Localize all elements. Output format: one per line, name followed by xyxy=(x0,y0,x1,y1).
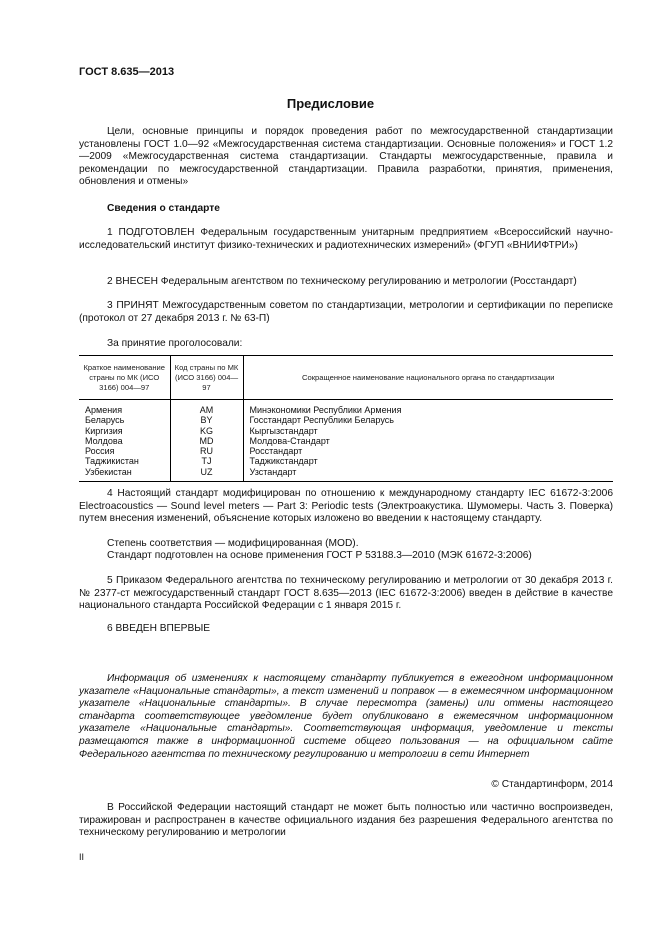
votes-label: За принятие проголосовали: xyxy=(107,338,243,349)
code-cell: AM xyxy=(170,400,243,416)
table-row xyxy=(79,467,613,482)
item-4-modified: 4 Настоящий стандарт модифицирован по отношению к международному стандарту IEC 61672-3:2006 Electroacoustics — Sound level meters — Part 3: Periodic tests (Электроакустика. Шумомеры. Часть 3. Поверка) путем внесения изменений, объяснение которых изложено во введении к настоящему стандарту. xyxy=(79,488,613,525)
table-row xyxy=(79,415,613,425)
code-cell: BY xyxy=(170,415,243,425)
info-heading: Сведения о стандарте xyxy=(107,203,220,214)
body-cell: Узстандарт xyxy=(243,467,613,482)
column-header-country: Краткое наименование страны по МК (ИСО 3166) 004—97 xyxy=(79,356,170,400)
country-cell: Россия xyxy=(85,446,115,457)
item-4-basis: Стандарт подготовлен на основе применения ГОСТ Р 53188.3—2010 (МЭК 61672-3:2006) xyxy=(107,550,532,561)
page-number: II xyxy=(79,852,85,862)
item-1-prepared: 1 ПОДГОТОВЛЕН Федеральным государственным унитарным предприятием «Всероссийский научно-исследовательский институт физико-технических и радиотехнических измерений» (ФГУП «ВНИИФТРИ») xyxy=(79,227,613,251)
column-header-code: Код страны по МК (ИСО 3166) 004—97 xyxy=(170,356,243,400)
item-5-order: 5 Приказом Федерального агентства по техническому регулированию и метрологии от 30 декабря 2013 г. № 2377-ст межгосударственный стандарт ГОСТ 8.635—2013 (IEC 61672-3:2006) введен в действие в качестве национального стандарта Российской Федерации с 1 января 2015 г. xyxy=(79,575,613,612)
body-cell: Росстандарт xyxy=(243,446,613,456)
table-row xyxy=(79,446,613,456)
page-title: Предисловие xyxy=(286,96,375,111)
code-cell: TJ xyxy=(170,456,243,466)
code-cell: KG xyxy=(170,426,243,436)
item-6-introduced: 6 ВВЕДЕН ВПЕРВЫЕ xyxy=(107,623,211,634)
standard-code-header: ГОСТ 8.635—2013 xyxy=(79,66,175,78)
changes-info-notice: Информация об изменениях к настоящему стандарту публикуется в ежегодном информационном указателе «Национальные стандарты», а текст изменений и поправок — в ежемесячном информационном указателе «Национальные стандарты». В случае пересмотра (замены) или отмены настоящего стандарта соответствующее уведомление будет опубликовано в ежемесячном информационном указателе «Национальные стандарты». Соответствующая информация, уведомление и тексты размещаются также в информационной системе общего пользования — на официальном сайте Федерального агентства по техническому регулированию и метрологии в сети Интернет xyxy=(79,673,613,760)
copyright-notice: © Стандартинформ, 2014 xyxy=(491,779,613,790)
item-3-adopted: 3 ПРИНЯТ Межгосударственным советом по стандартизации, метрологии и сертификации по переписке (протокол от 27 декабря 2013 г. № 63-П) xyxy=(79,300,613,324)
body-cell: Кыргызстандарт xyxy=(243,426,613,436)
country-cell: Армения xyxy=(85,405,123,415)
item-4-degree: Степень соответствия — модифицированная (MOD). xyxy=(107,538,359,549)
code-cell: MD xyxy=(170,436,243,446)
code-cell: UZ xyxy=(170,467,243,482)
country-cell: Беларусь xyxy=(85,415,125,426)
column-header-body: Сокращенное наименование национального органа по стандартизации xyxy=(243,356,613,400)
body-cell: Молдова-Стандарт xyxy=(243,436,613,446)
body-cell: Минэкономики Республики Армения xyxy=(243,400,613,416)
reproduction-notice: В Российской Федерации настоящий стандарт не может быть полностью или частично воспроизведен, тиражирован и распространен в качестве официального издания без разрешения Федерального агентства по техническому регулированию и метрологии xyxy=(79,802,613,839)
table-row xyxy=(79,426,613,436)
table-row xyxy=(79,400,613,416)
country-cell: Узбекистан xyxy=(79,467,170,482)
code-cell: RU xyxy=(170,446,243,456)
country-cell: Молдова xyxy=(85,435,123,446)
country-cell: Киргизия xyxy=(85,425,123,436)
body-cell: Госстандарт Республики Беларусь xyxy=(243,415,613,425)
table-row xyxy=(79,436,613,446)
body-cell: Таджикстандарт xyxy=(243,456,613,466)
item-2-submitted: 2 ВНЕСЕН Федеральным агентством по техническому регулированию и метрологии (Росстандарт) xyxy=(107,276,577,287)
country-cell: Таджикистан xyxy=(85,456,139,467)
votes-table xyxy=(79,355,613,482)
intro-paragraph: Цели, основные принципы и порядок проведения работ по межгосударственной стандартизации установлены ГОСТ 1.0—92 «Межгосударственная система стандартизации. Основные положения» и ГОСТ 1.2—2009 «Межгосударственная система стандартизации. Стандарты межгосударственные, правила и рекомендации по межгосударственной стандартизации. Правила разработки, принятия, применения, обновления и отмены» xyxy=(79,126,613,188)
table-header-row xyxy=(79,356,613,400)
table-row xyxy=(79,456,613,466)
